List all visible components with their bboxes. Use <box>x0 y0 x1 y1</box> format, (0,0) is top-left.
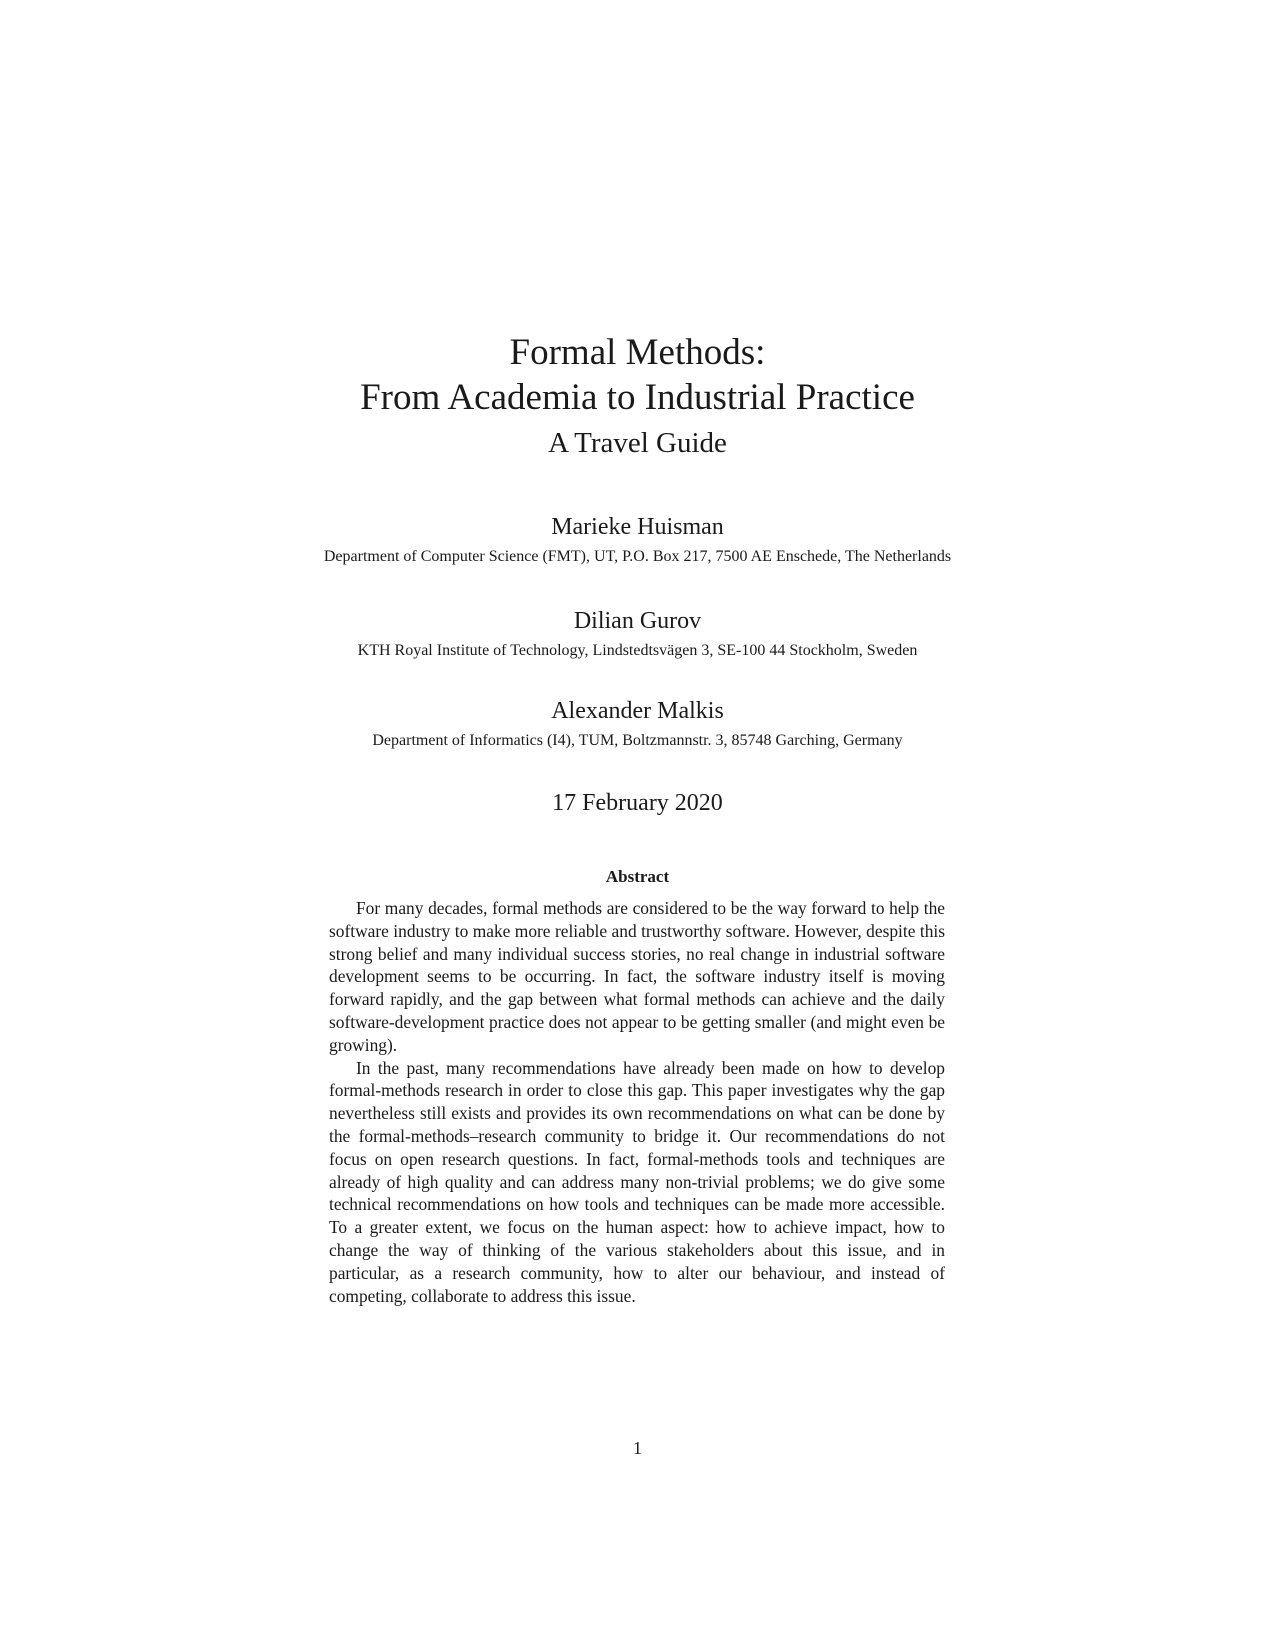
publication-date: 17 February 2020 <box>552 790 723 816</box>
author-name: Marieke Huisman <box>551 514 724 540</box>
page-number: 1 <box>633 1438 642 1458</box>
author-affiliation: Department of Informatics (I4), TUM, Boltzmannstr. 3, 85748 Garching, Germany <box>372 732 903 749</box>
author-affiliation: KTH Royal Institute of Technology, Lindstedtsvägen 3, SE-100 44 Stockholm, Sweden <box>357 642 918 659</box>
author-block-2 <box>0 606 1275 662</box>
author-block-3 <box>0 696 1275 752</box>
subtitle: A Travel Guide <box>548 427 727 459</box>
abstract-heading: Abstract <box>605 867 670 886</box>
title-line-1: Formal Methods: <box>509 332 766 373</box>
author-name: Alexander Malkis <box>551 698 724 724</box>
author-name: Dilian Gurov <box>573 608 702 634</box>
abstract-paragraph: For many decades, formal methods are considered to be the way forward to help the software industry to make more reliable and trustworthy software. However, despite this strong belief and many individual success stories, no real change in industrial software development seems to be occurring. In fact, the software industry itself is moving forward rapidly, and the gap between what formal methods can achieve and the daily software-development practice does not appear to be getting smaller (and might even be growing). <box>329 898 945 1055</box>
author-block-1 <box>0 512 1275 568</box>
abstract-body <box>329 897 945 1307</box>
title-line-2: From Academia to Industrial Practice <box>360 377 915 418</box>
author-affiliation: Department of Computer Science (FMT), UT, P.O. Box 217, 7500 AE Enschede, The Netherlands <box>323 548 952 565</box>
abstract-paragraph: In the past, many recommendations have already been made on how to develop formal-methods research in order to close this gap. This paper investigates why the gap nevertheless still exists and provides its own recommendations on what can be done by the formal-methods–research community to bridge it. Our recommendations do not focus on open research questions. In fact, formal-methods tools and techniques are already of high quality and can address many non-trivial problems; we do give some technical recommendations on how tools and techniques can be made more accessible. To a greater extent, we focus on the human aspect: how to achieve impact, how to change the way of thinking of the various stakeholders about this issue, and in particular, as a research community, how to alter our behaviour, and instead of competing, collaborate to address this issue. <box>329 1057 945 1306</box>
title-block <box>0 330 1275 462</box>
